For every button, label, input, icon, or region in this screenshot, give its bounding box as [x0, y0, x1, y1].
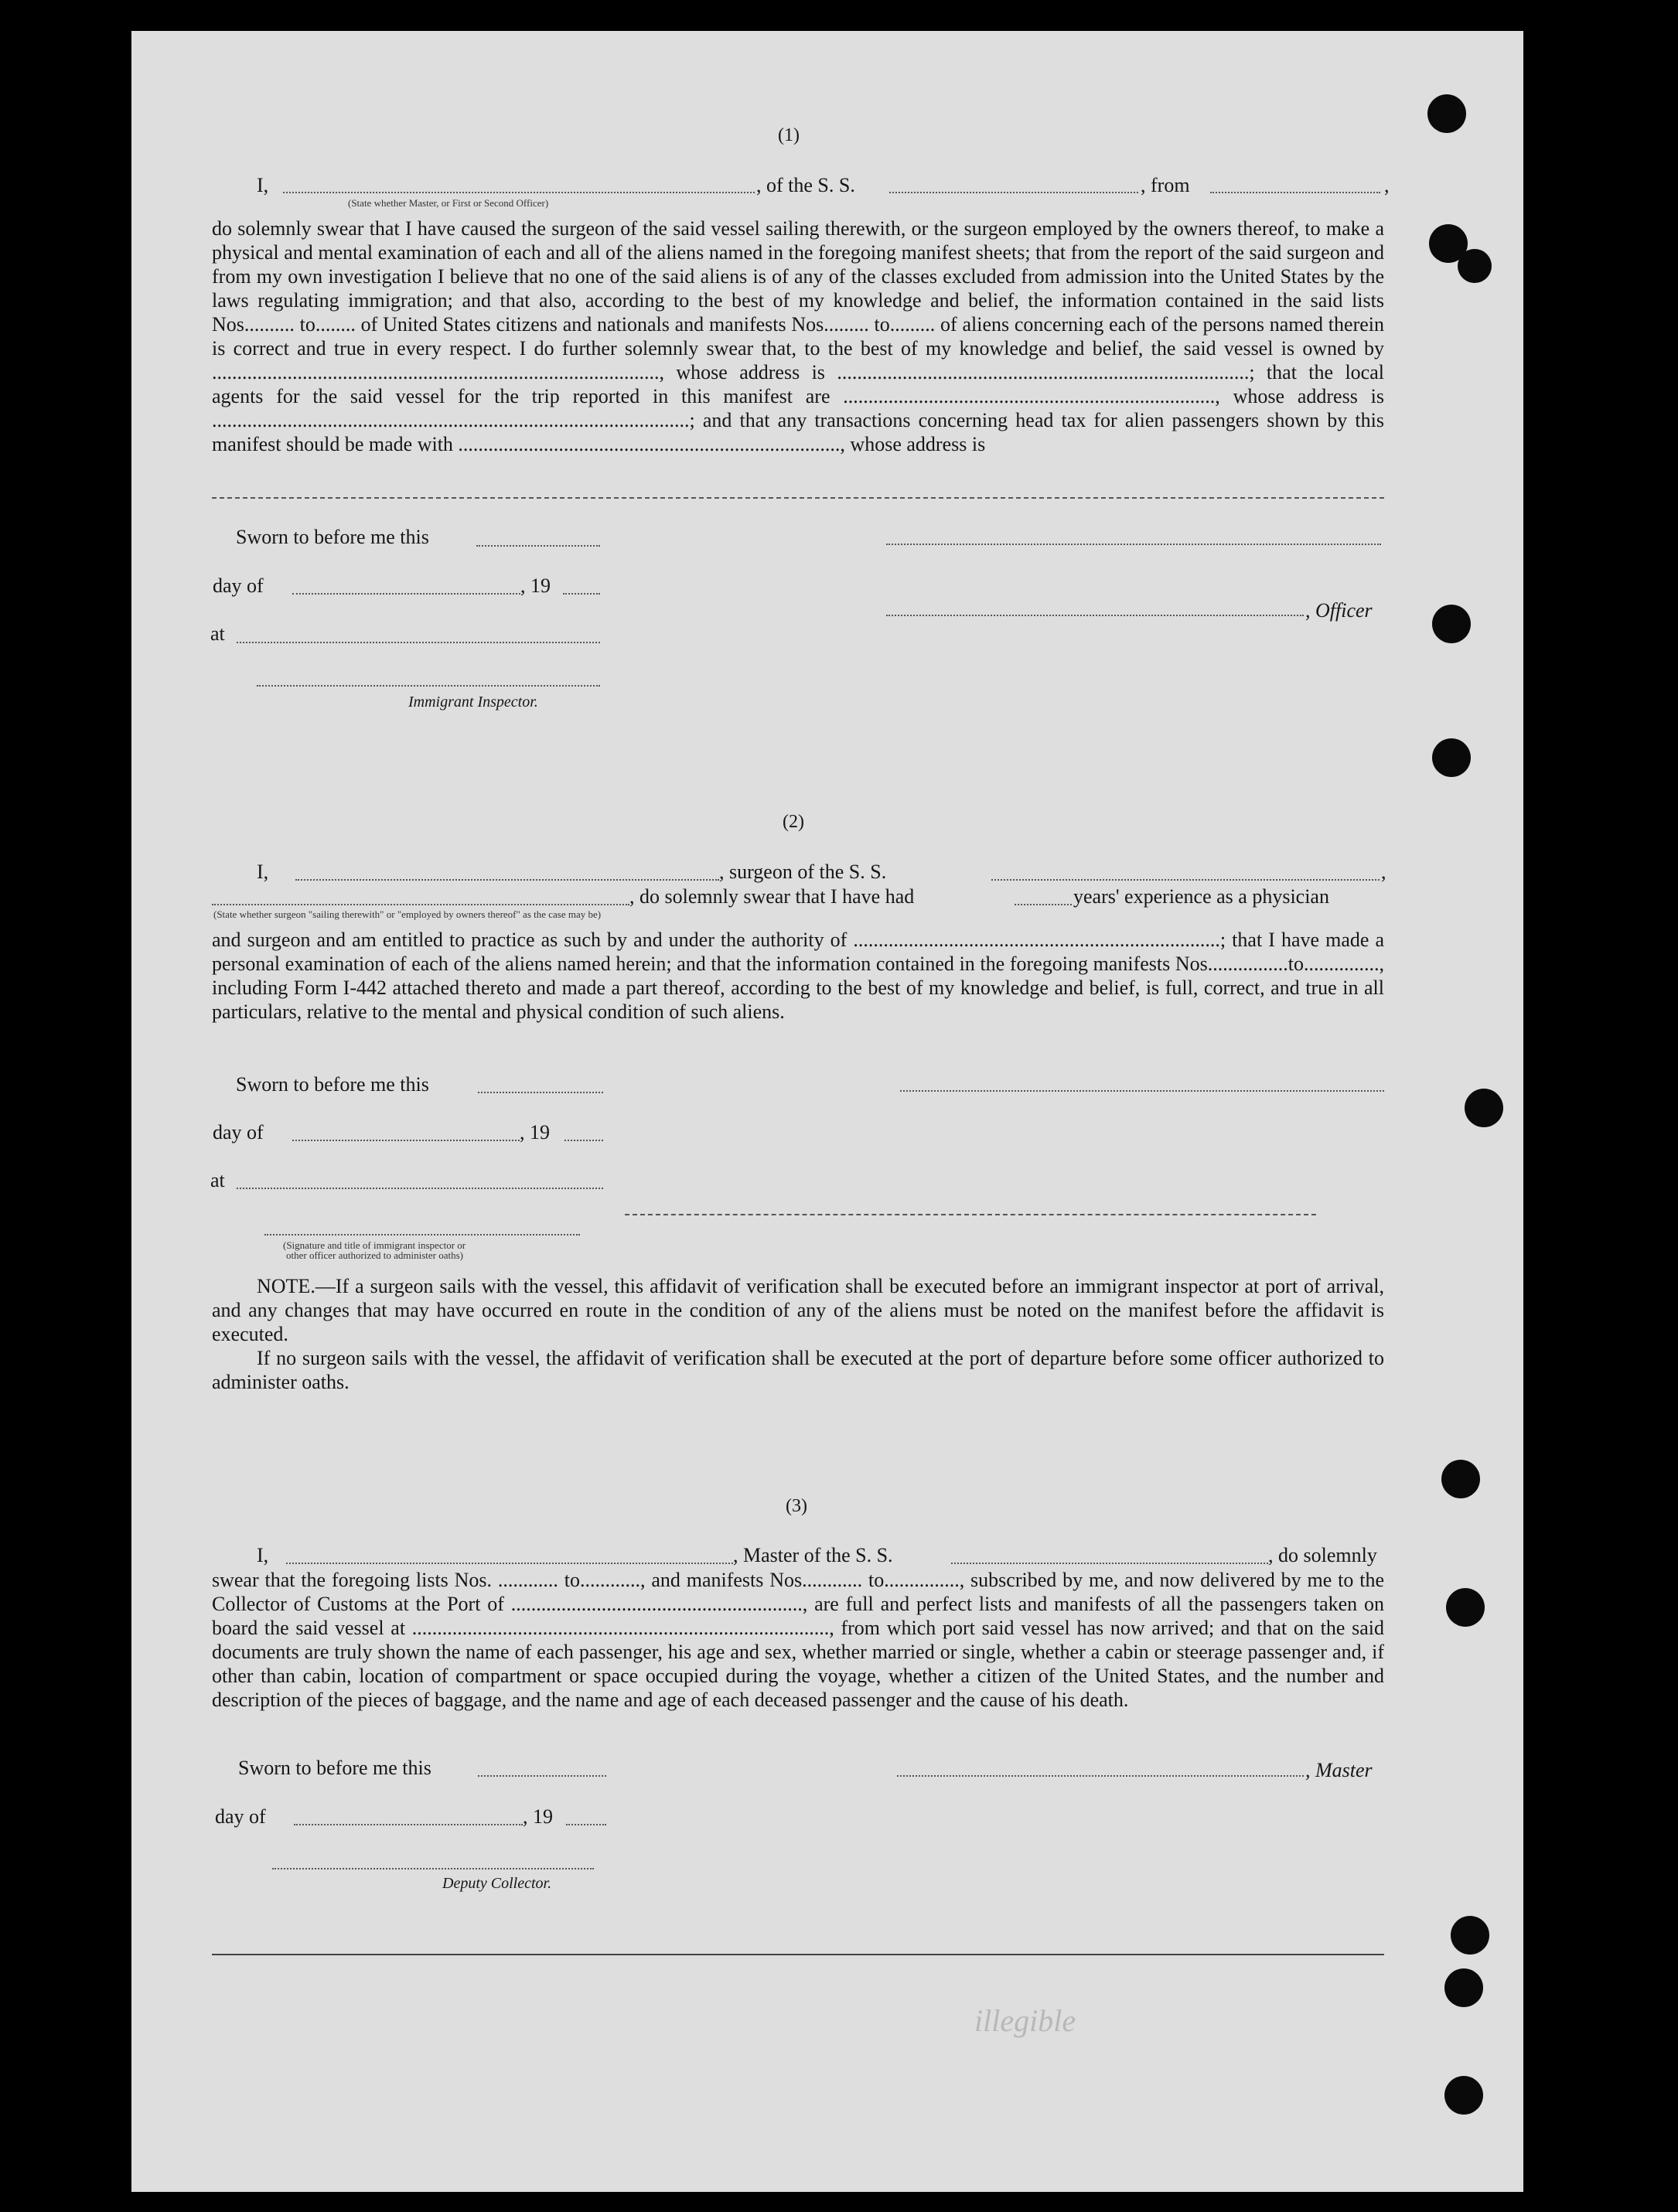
s2-sworn-blank	[478, 1092, 603, 1093]
section-2-heading: (2)	[783, 812, 804, 832]
s3-master: , Master	[1305, 1759, 1373, 1781]
s2-surgeon-label: , surgeon of the S. S.	[719, 861, 887, 883]
s3-signature-blank	[897, 1775, 1304, 1777]
s2-ship-blank	[991, 879, 1380, 881]
s1-ship-blank	[889, 192, 1138, 193]
s1-name-blank	[283, 192, 755, 193]
s2-body: and surgeon and am entitled to practice as such by and under the authority of .........................................................................; that I have made a personal examination of each of the aliens named herein; and that the information contained in the foregoing manifests Nos................to..............., including Form I-442 attached thereto and made a part thereof, according to the best of my knowledge and belief, is full, correct, and true in all particulars, relative to the mental and physical condition of such aliens.	[212, 929, 1384, 1023]
s1-sworn: Sworn to before me this	[236, 526, 429, 548]
s3-day-blank	[294, 1824, 523, 1825]
s2-day-of: day of	[213, 1121, 264, 1143]
s2-nineteen: , 19	[520, 1121, 550, 1143]
s3-name-blank	[286, 1563, 733, 1564]
section-1-heading: (1)	[778, 125, 800, 145]
s1-at-blank	[237, 642, 600, 643]
s3-sworn-blank	[478, 1775, 606, 1777]
s2-sworn: Sworn to before me this	[236, 1073, 429, 1096]
note-label: NOTE.	[257, 1275, 315, 1297]
s1-line-end: ,	[1384, 174, 1390, 196]
s2-signature-blank	[900, 1090, 1384, 1092]
punch-hole	[1458, 249, 1492, 283]
s1-officer: , Officer	[1305, 599, 1373, 622]
s1-officer-blank	[886, 615, 1304, 616]
section-3-heading: (3)	[786, 1496, 807, 1516]
s3-sworn: Sworn to before me this	[238, 1757, 431, 1779]
punch-hole	[1427, 94, 1466, 133]
s2-name-blank	[295, 879, 719, 881]
bottom-rule	[212, 1954, 1384, 1955]
s3-swear: , do solemnly	[1268, 1544, 1377, 1566]
s2-years-blank	[1015, 904, 1072, 905]
s1-address-blank	[212, 497, 1384, 499]
s3-i-label: I,	[257, 1544, 269, 1566]
s2-line-end: ,	[1381, 861, 1386, 883]
s1-day-blank	[292, 593, 520, 595]
s3-ship-blank	[951, 1563, 1268, 1564]
punch-hole	[1432, 738, 1471, 777]
s3-deputy-blank	[272, 1868, 594, 1869]
s3-deputy: Deputy Collector.	[442, 1875, 552, 1892]
note-paragraph-1	[212, 1274, 1384, 1346]
s2-caption-signature-2: other officer authorized to administer oaths)	[286, 1249, 463, 1261]
s1-signature-blank	[886, 544, 1381, 545]
s1-inspector: Immigrant Inspector.	[408, 694, 538, 711]
note-text-1: —If a surgeon sails with the vessel, this affidavit of verification shall be executed before an immigrant inspector at port of arrival, and any changes that may have occurred en route in the condition of any of the aliens must be noted on the manifest before the affidavit is executed.	[212, 1275, 1384, 1345]
s1-nineteen: , 19	[520, 574, 551, 597]
s3-day-of: day of	[215, 1805, 266, 1828]
s1-from-label: , from	[1141, 174, 1190, 196]
s1-at: at	[210, 622, 225, 645]
punch-hole	[1465, 1089, 1503, 1127]
s2-caption-surgeon: (State whether surgeon "sailing therewith" or "employed by owners thereof" as the case may be)	[213, 908, 602, 920]
punch-hole	[1451, 1916, 1489, 1955]
punch-hole	[1444, 2076, 1483, 2115]
s2-status-blank	[212, 904, 629, 905]
s1-inspector-blank	[257, 685, 600, 687]
s2-day-blank	[292, 1140, 520, 1141]
s1-body: do solemnly swear that I have caused the surgeon of the said vessel sailing therewith, or the surgeon employed by the owners thereof, to make a physical and mental examination of each and all of the aliens named in the foregoing manifest sheets; that from the report of the said surgeon and from my own investigation I believe that no one of the said aliens is of any of the classes excluded from admission into the United States by the laws regulating immigration; and that also, according to the best of my knowledge and belief, the information contained in the said lists Nos.......... to........ of United States citizens and nationals and manifests Nos......... to......... of aliens concerning each of the persons named therein is correct and true in every respect. I do further solemnly swear that, to the best of my knowledge and belief, the said vessel is owned by ........................................................................................., whose address is ..................................................................................; that the local agents for the said vessel for the trip reported in this manifest are .........................................................................., whose address is ...............................................................................................; and that any transactions concerning head tax for alien passengers shown by this manifest should be made with ............................................................................, whose address is	[212, 217, 1384, 455]
s2-swear: , do solemnly swear that I have had	[629, 885, 915, 908]
s2-at-blank	[237, 1188, 603, 1189]
note-paragraph-2: If no surgeon sails with the vessel, the affidavit of verification shall be executed at the port of departure before some officer authorized to administer oaths.	[212, 1347, 1384, 1393]
s1-caption-master: (State whether Master, or First or Second Officer)	[348, 197, 549, 209]
s3-year-blank	[566, 1824, 606, 1825]
punch-hole	[1432, 605, 1471, 643]
punch-hole	[1441, 1460, 1480, 1498]
s2-at: at	[210, 1169, 225, 1191]
s1-sworn-blank	[476, 545, 600, 547]
s3-body: swear that the foregoing lists Nos. ............ to............, and manifests Nos............ to..............., subscribed by me, and now delivered by me to the Collector of Customs at the Port of .........................................................., are full and perfect lists and manifests of all the passengers taken on board the said vessel at ..................................................................................., from which port said vessel has now arrived; and that on the said documents are truly shown the name of each passenger, his age and sex, whether married or single, whether a cabin or steerage passenger and, if other than cabin, location of compartment or space occupied during the voyage, whether a citizen of the United States, and the number and description of the pieces of baggage, and the name and age of each deceased passenger and the cause of his death.	[212, 1569, 1384, 1711]
s1-from-blank	[1210, 192, 1380, 193]
punch-hole	[1444, 1968, 1483, 2007]
s3-master-label: , Master of the S. S.	[733, 1544, 893, 1566]
bleed-through-handwriting: illegible	[974, 2003, 1076, 2038]
s2-i-label: I,	[257, 861, 269, 883]
s1-day-of: day of	[213, 574, 264, 597]
s1-ss-label: , of the S. S.	[756, 174, 855, 196]
s2-inspector-blank	[264, 1234, 580, 1236]
s2-years: years' experience as a physician	[1073, 885, 1329, 908]
punch-hole	[1446, 1588, 1485, 1627]
s3-nineteen: , 19	[523, 1805, 553, 1828]
s2-year-blank	[564, 1140, 603, 1141]
s2-title-blank	[625, 1214, 1316, 1215]
s2-caption-signature-1: (Signature and title of immigrant inspector or	[283, 1239, 466, 1251]
s1-year-blank	[563, 593, 600, 595]
s1-i-label: I,	[257, 174, 269, 196]
